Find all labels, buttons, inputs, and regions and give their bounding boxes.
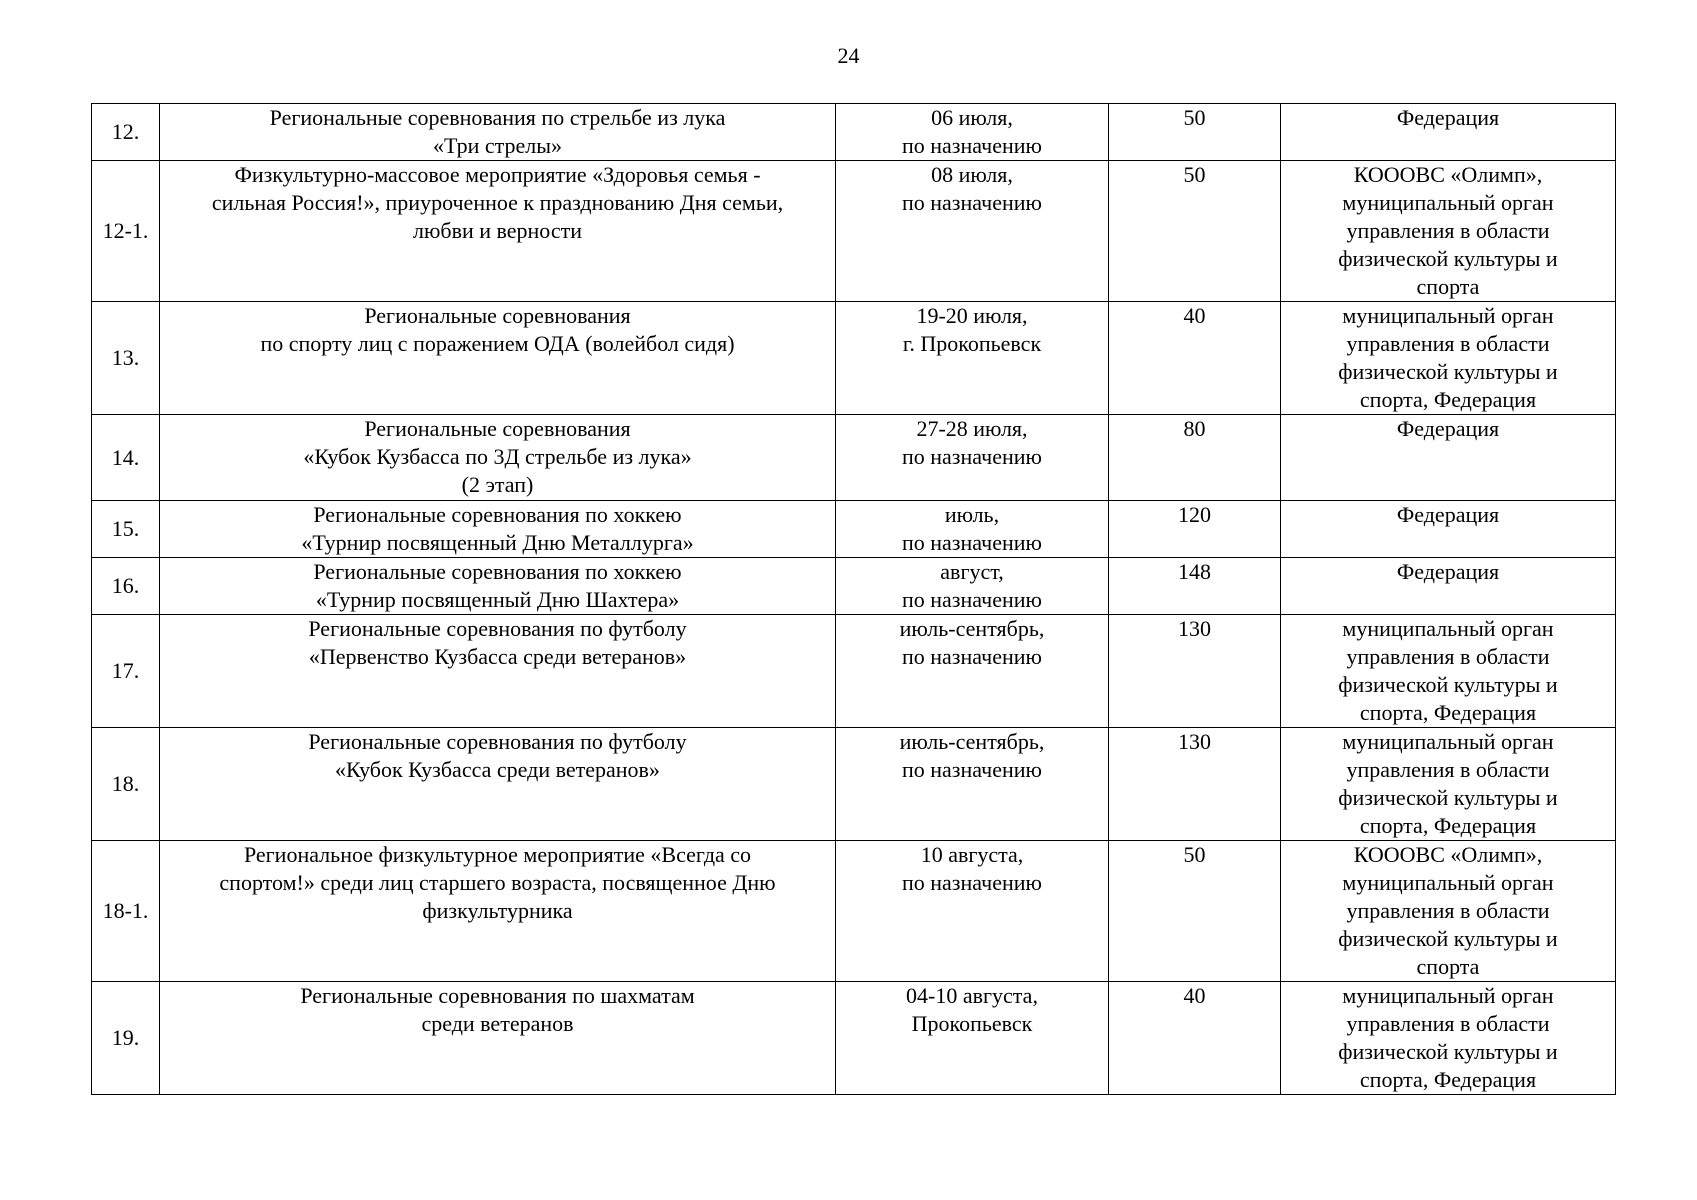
organizer-cell-line: спорта, Федерация [1359,387,1537,412]
event-date-cell-line: г. Прокопьевск [902,331,1042,356]
row-number-cell: 12-1. [92,161,160,302]
row-number-cell: 15. [92,501,160,558]
organizer-cell-line: Федерация [1396,559,1500,584]
event-name-cell-line: Региональные соревнования по футболу [308,616,687,641]
event-name-cell [160,104,836,161]
organizer-cell-line: физической культуры и [1338,672,1558,697]
row-number-cell: 12. [92,104,160,161]
organizer-cell-line: управления в области [1346,1011,1550,1036]
organizer-cell-line: управления в области [1346,757,1550,782]
organizer-cell [1281,615,1616,728]
organizer-cell-line: муниципальный орган [1342,616,1554,641]
participants-count-cell: 50 [1109,104,1281,161]
participants-count-cell: 130 [1109,728,1281,841]
row-number-cell: 14. [92,415,160,501]
table-row [92,302,1616,415]
event-date-cell-line: 19-20 июля, [916,303,1028,328]
event-date-cell-line: по назначению [902,587,1042,612]
organizer-cell-line: физической культуры и [1338,785,1558,810]
organizer-cell-line: муниципальный орган [1342,983,1554,1008]
event-name-cell [160,501,836,558]
organizer-cell [1281,558,1616,615]
organizer-cell [1281,841,1616,982]
participants-count-cell: 120 [1109,501,1281,558]
event-name-cell-line: «Турнир посвященный Дню Металлурга» [301,530,694,555]
organizer-cell-line: Федерация [1396,502,1500,527]
organizer-cell-line: физической культуры и [1338,246,1558,271]
event-name-cell [160,841,836,982]
organizer-cell-line: муниципальный орган [1342,190,1554,215]
event-date-cell-line: по назначению [902,133,1042,158]
event-name-cell-line: Региональные соревнования по хоккею [313,502,682,527]
event-date-cell [836,982,1109,1095]
event-name-cell-line: спортом!» среди лиц старшего возраста, посвященное Дню [219,870,776,895]
participants-count-cell: 130 [1109,615,1281,728]
table-row [92,501,1616,558]
event-date-cell-line: по назначению [902,644,1042,669]
event-name-cell-line: сильная Россия!», приуроченное к празднованию Дня семьи, [211,190,784,215]
table-row [92,841,1616,982]
organizer-cell-line: физической культуры и [1338,1039,1558,1064]
event-date-cell-line: 10 августа, [920,842,1024,867]
event-name-cell-line: Региональные соревнования по хоккею [313,559,682,584]
event-name-cell-line: «Кубок Кузбасса среди ветеранов» [335,757,660,782]
event-date-cell [836,501,1109,558]
event-date-cell-line: июль-сентябрь, [899,616,1045,641]
event-date-cell [836,415,1109,501]
row-number-cell: 13. [92,302,160,415]
organizer-cell-line: спорта, Федерация [1359,700,1537,725]
organizer-cell-line: управления в области [1346,218,1550,243]
table-row [92,104,1616,161]
event-name-cell [160,728,836,841]
event-date-cell [836,104,1109,161]
row-number-cell: 16. [92,558,160,615]
event-name-cell-line: Региональные соревнования по шахматам [300,983,695,1008]
organizer-cell-line: управления в области [1346,331,1550,356]
organizer-cell-line: управления в области [1346,898,1550,923]
row-number-cell: 19. [92,982,160,1095]
page-number: 24 [837,43,860,68]
events-table-body [92,104,1616,1095]
event-name-cell-line: по спорту лиц с поражением ОДА (волейбол сидя) [260,331,735,356]
organizer-cell-line: спорта [1416,954,1480,979]
participants-count-cell: 80 [1109,415,1281,501]
organizer-cell [1281,415,1616,501]
organizer-cell [1281,161,1616,302]
organizer-cell-line: физической культуры и [1338,359,1558,384]
event-date-cell-line: 04-10 августа, [906,983,1038,1008]
event-date-cell-line: по назначению [902,444,1042,469]
event-name-cell-line: Региональные соревнования по футболу [308,729,687,754]
event-name-cell [160,615,836,728]
table-row [92,415,1616,501]
table-row [92,982,1616,1095]
event-name-cell-line: любви и верности [412,218,583,243]
participants-count-cell: 50 [1109,161,1281,302]
event-date-cell [836,728,1109,841]
event-name-cell [160,302,836,415]
organizer-cell-line: управления в области [1346,644,1550,669]
event-date-cell-line: август, [940,559,1004,584]
organizer-cell [1281,104,1616,161]
event-date-cell-line: Прокопьевск [911,1011,1033,1036]
organizer-cell [1281,302,1616,415]
participants-count-cell: 148 [1109,558,1281,615]
table-row [92,615,1616,728]
event-date-cell-line: по назначению [902,757,1042,782]
organizer-cell-line: муниципальный орган [1342,303,1554,328]
event-date-cell-line: по назначению [902,870,1042,895]
event-name-cell-line: среди ветеранов [421,1011,574,1036]
event-date-cell-line: по назначению [902,190,1042,215]
event-date-cell [836,615,1109,728]
organizer-cell-line: спорта, Федерация [1359,1067,1537,1092]
organizer-cell [1281,728,1616,841]
organizer-cell-line: Федерация [1396,416,1500,441]
row-number-cell: 18. [92,728,160,841]
event-name-cell-line: Региональные соревнования по стрельбе из лука [269,105,726,130]
organizer-cell-line: спорта, Федерация [1359,813,1537,838]
event-name-cell-line: Региональное физкультурное мероприятие «Всегда со [243,842,752,867]
table-row [92,558,1616,615]
organizer-cell-line: муниципальный орган [1342,729,1554,754]
event-name-cell [160,558,836,615]
event-date-cell [836,558,1109,615]
event-name-cell-line: Региональные соревнования [364,303,631,328]
event-name-cell [160,161,836,302]
event-date-cell-line: по назначению [902,530,1042,555]
event-date-cell-line: июль, [944,502,1000,527]
event-name-cell-line: Физкультурно-массовое мероприятие «Здоровья семья - [234,162,761,187]
event-date-cell-line: 08 июля, [931,162,1013,187]
event-name-cell-line: «Кубок Кузбасса по 3Д стрельбе из лука» [303,444,692,469]
event-date-cell [836,161,1109,302]
event-name-cell-line: «Турнир посвященный Дню Шахтера» [315,587,680,612]
organizer-cell [1281,501,1616,558]
event-date-cell-line: 06 июля, [931,105,1013,130]
event-name-cell-line: физкультурника [422,898,573,923]
events-table [91,103,1616,1095]
row-number-cell: 17. [92,615,160,728]
event-date-cell [836,841,1109,982]
organizer-cell-line: Федерация [1396,105,1500,130]
event-name-cell [160,415,836,501]
event-date-cell-line: июль-сентябрь, [899,729,1045,754]
participants-count-cell: 40 [1109,982,1281,1095]
participants-count-cell: 50 [1109,841,1281,982]
event-name-cell-line: «Первенство Кузбасса среди ветеранов» [308,644,687,669]
participants-count-cell: 40 [1109,302,1281,415]
organizer-cell-line: КОООВС «Олимп», [1353,842,1543,867]
table-row [92,161,1616,302]
event-name-cell-line: «Три стрелы» [432,133,563,158]
organizer-cell-line: физической культуры и [1338,926,1558,951]
table-row [92,728,1616,841]
event-name-cell-line: Региональные соревнования [364,416,631,441]
event-date-cell [836,302,1109,415]
event-name-cell [160,982,836,1095]
organizer-cell [1281,982,1616,1095]
row-number-cell: 18-1. [92,841,160,982]
event-date-cell-line: 27-28 июля, [916,416,1028,441]
organizer-cell-line: КОООВС «Олимп», [1353,162,1543,187]
organizer-cell-line: муниципальный орган [1342,870,1554,895]
event-name-cell-line: (2 этап) [461,472,534,497]
organizer-cell-line: спорта [1416,274,1480,299]
